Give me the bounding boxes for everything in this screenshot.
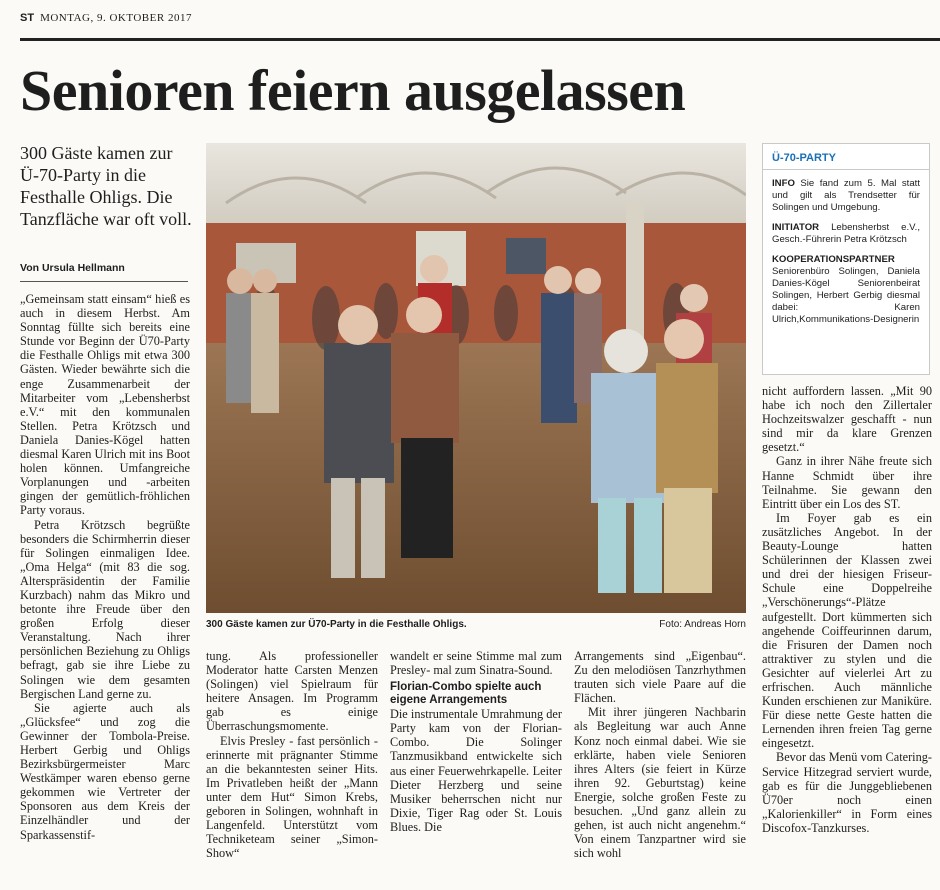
party-photo — [206, 143, 746, 613]
masthead — [20, 12, 192, 24]
caption-text: 300 Gäste kamen zur Ü70-Party in die Festhalle Ohligs. — [206, 619, 467, 630]
photo-credit: Foto: Andreas Horn — [659, 619, 746, 630]
info-entry — [772, 254, 920, 326]
article-column-3 — [390, 649, 562, 834]
paragraph: nicht auffordern lassen. „Mit 90 habe ich noch den Zillertaler Hochzeitswalzer geschafft - nun sind mir da klare Grenzen gesetzt.“ — [762, 384, 932, 455]
paragraph: Ganz in ihrer Nähe freute sich Hanne Schmidt über ihre Teilnahme. Sie gewann den Eintritt über ein Los des ST. — [762, 454, 932, 511]
paragraph: Im Foyer gab es ein zusätzliches Angebot. In der Beauty-Lounge hatten Schülerinnen der Klassen zwei und drei der hiesigen Friseur-Schule eine Doppelreihe „Verschönerungs“-Plätze aufgestellt. Dort kümmerten sich angehende Coiffeurinnen darum, die Frisuren der Damen noch attraktiver zu stylen und die Gesichter auf vielerlei Art zu erfrischen. Auch männliche Kunden erschienen zur Maniküre. Für diese nette Geste hatten die Lernenden ihren freien Tag gerne eingesetzt. — [762, 510, 932, 751]
paragraph: Die instrumentale Umrahmung der Party kam von der Florian-Combo. Die Solinger Tanzmusikband entwickelte sich aus einer Feuerwehrkapelle. Leiter Dieter Herzberg und seine Musiker beherrschen nicht nur Dixie, Tiger Rag oder St. Louis Blues. Die — [390, 707, 562, 834]
section-subheading: Florian-Combo spielte auch eigene Arrangements — [390, 681, 542, 707]
article-column-4 — [574, 649, 746, 860]
info-box — [762, 143, 930, 375]
info-entry — [772, 178, 920, 214]
byline-rule — [20, 281, 188, 282]
subhead: 300 Gäste kamen zur Ü-70-Party in die Festhalle Ohligs. Die Tanzfläche war oft voll. — [20, 143, 192, 229]
paragraph: Petra Krötzsch begrüßte besonders die Schirmherrin dieser für Solingen einmaligen Idee. „Oma Helga“ (mit 83 die sog. Alterspräsidentin der Familie Kurzbach) nahm das Mikro und betonte ihre Freude über den großen Erfolg dieser Veranstaltung. Nach ihrer persönlichen Beziehung zu Ohligs befragt, gab sie ihre Liebe zu Solingen wie dem gesamten Bergischen Land gerne zu. — [20, 517, 190, 701]
info-box-divider — [763, 169, 929, 170]
info-entry-text: Sie fand zum 5. Mal statt und gilt als Trendsetter für Solingen und Umgebung. — [772, 178, 921, 213]
paragraph: Mit ihrer jüngeren Nachbarin als Begleitung war auch Anne Konz noch einmal dabei. Wie sie erklärte, haben viele Senioren ihres Alters (sie feiert in Kürze ihren 92. Geburtstag) keine Energie, solche großen Feste zu besuchen. „Und ganz allein zu gehen, ist auch nicht angenehm.“ Von einem Tanzpartner wird sie sich wohl — [574, 705, 746, 861]
info-entry-label: INITIATOR — [772, 222, 820, 233]
paragraph: Elvis Presley - fast persönlich - erinnerte mit prägnanter Stimme an die bekanntesten seiner Hits. Im Privatleben heißt der „Mann unter dem Hut“ Simon Krebs, geboren in Solingen, wohnhaft in Langenfeld. Unterstützt vom Techniketeam seiner „Simon-Show“ — [206, 733, 378, 861]
paragraph: wandelt er seine Stimme mal zum Presley- mal zum Sinatra-Sound. — [390, 649, 562, 678]
paragraph: Sie agierte auch als „Glücksfee“ und zog die Gewinner der Tombola-Preise. Herbert Gerbig und Ohligs Bezirksbürgermeister Marc Westkämper waren ebenso gerne gekommen wie Vertreter der Sponsoren aus dem Kreis der Einzelhändler und der Sparkassenstif- — [20, 700, 190, 842]
article-column-2 — [206, 649, 378, 860]
masthead-date: MONTAG, 9. OKTOBER 2017 — [40, 12, 192, 24]
article-column-5 — [762, 384, 932, 835]
info-entry-label: KOOPERATIONSPARTNER — [772, 254, 895, 265]
paragraph: Bevor das Menü vom Catering-Service Hitzegrad serviert wurde, gab es für die Junggebliebenen Ü70er noch einen „Kalorienkiller“ in Form eines Discofox-Tanzkurses. — [762, 750, 932, 835]
dance-floor-illustration — [206, 143, 746, 613]
info-entry-text: Lebensherbst e.V., Gesch.-Führerin Petra Krötzsch — [772, 222, 921, 245]
info-entry-text: Seniorenbüro Solingen, Daniela Danies-Kögel Seniorenbeirat Solingen, Herbert Gerbig diesmal dabei: Karen Ulrich,Kommunikations-Designerin — [772, 266, 920, 325]
byline: Von Ursula Hellmann — [20, 262, 125, 274]
paragraph: tung. Als professioneller Moderator hatte Carsten Menzen (Solingen) viel Spielraum für heitere Ansagen. Im Programm gab es einige Überraschungsmomente. — [206, 649, 378, 734]
paragraph: Arrangements sind „Eigenbau“. Zu den melodiösen Tanzrhythmen trauten sich viele Paare auf die Flächen. — [574, 649, 746, 706]
info-entry-label: INFO — [772, 178, 795, 189]
info-box-title: Ü-70-PARTY — [772, 152, 836, 164]
masthead-paper: ST — [20, 12, 35, 24]
article-column-1 — [20, 292, 190, 842]
paragraph: „Gemeinsam statt einsam“ hieß es auch in diesem Herbst. Am Sonntag füllte sich bereits eine Stunde vor Beginn der Ü70-Party die Festhalle Ohligs mit etwa 300 Gästen. Wieder bewährte sich die enge Zusammenarbeit der Mitarbeiter vom „Lebensherbst e.V.“ mit den kommunalen Stellen. Petra Krötzsch und Daniela Danies-Kögel hatten diesmal Karen Ulrich mit ins Boot holen können. Umfangreiche Vorplanungen und -arbeiten gingen der gemütlich-fröhlichen Party voraus. — [20, 292, 190, 518]
headline: Senioren feiern ausgelassen — [20, 58, 686, 123]
masthead-rule — [20, 38, 940, 41]
info-entry — [772, 222, 920, 246]
photo-caption — [206, 619, 746, 630]
